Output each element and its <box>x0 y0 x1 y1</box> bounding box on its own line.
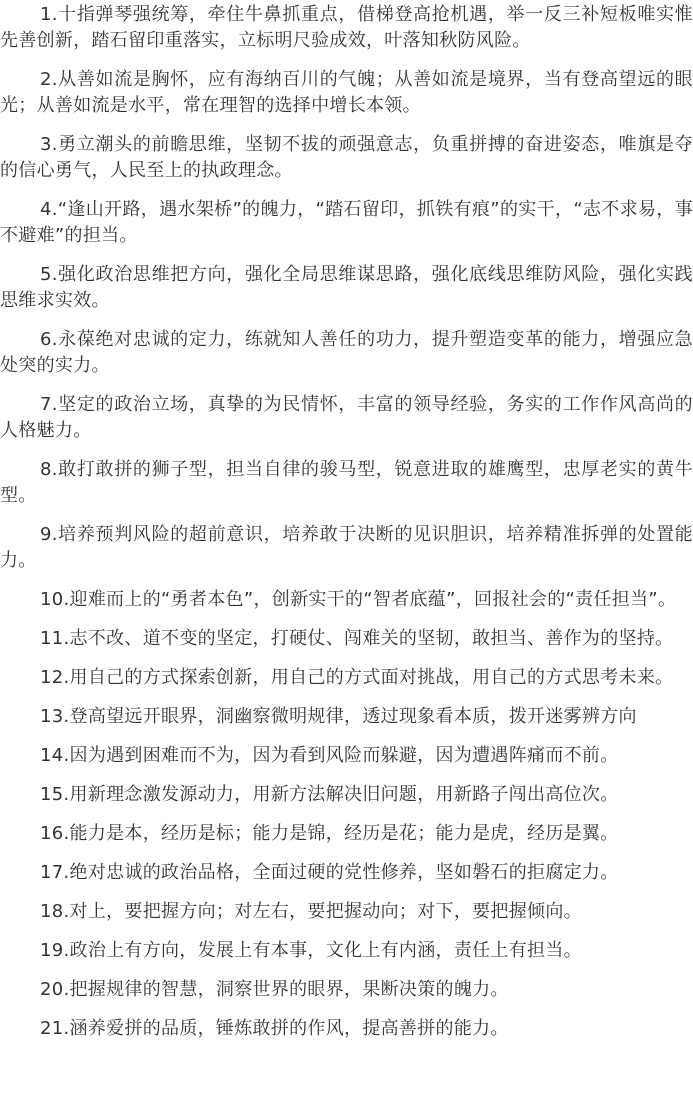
paragraph-2: 2.从善如流是胸怀，应有海纳百川的气魄；从善如流是境界，当有登高望远的眼光；从善如流是水平，常在理智的选择中增长本领。 <box>0 69 693 116</box>
paragraph-18: 18.对上，要把握方向；对左右，要把握动向；对下，要把握倾向。 <box>40 901 582 922</box>
paragraph-19: 19.政治上有方向，发展上有本事，文化上有内涵，责任上有担当。 <box>40 940 582 961</box>
paragraph-5: 5.强化政治思维把方向，强化全局思维谋思路，强化底线思维防风险，强化实践思维求实效。 <box>0 264 693 311</box>
paragraph-17: 17.绝对忠诚的政治品格，全面过硬的党性修养，坚如磐石的拒腐定力。 <box>40 862 619 883</box>
paragraph-14: 14.因为遇到困难而不为，因为看到风险而躲避，因为遭遇阵痛而不前。 <box>40 745 619 766</box>
paragraph-16: 16.能力是本，经历是标；能力是锦，经历是花；能力是虎，经历是翼。 <box>40 823 619 844</box>
paragraph-21: 21.涵养爱拼的品质，锤炼敢拼的作风，提高善拼的能力。 <box>40 1018 509 1039</box>
paragraph-13: 13.登高望远开眼界，洞幽察微明规律，透过现象看本质，拨开迷雾辨方向 <box>40 706 637 727</box>
paragraph-1: 1.十指弹琴强统筹，牵住牛鼻抓重点，借梯登高抢机遇，举一反三补短板唯实惟先善创新，踏石留印重落实，立标明尺验成效，叶落知秋防风险。 <box>0 4 693 51</box>
paragraph-9: 9.培养预判风险的超前意识，培养敢于决断的见识胆识，培养精准拆弹的处置能力。 <box>0 524 693 571</box>
paragraph-12: 12.用自己的方式探索创新，用自己的方式面对挑战，用自己的方式思考未来。 <box>40 667 674 688</box>
paragraph-4: 4.“逢山开路，遇水架桥”的魄力，“踏石留印，抓铁有痕”的实干，“志不求易，事不避难”的担当。 <box>0 199 693 246</box>
paragraph-15: 15.用新理念激发源动力，用新方法解决旧问题，用新路子闯出高位次。 <box>40 784 619 805</box>
paragraph-3: 3.勇立潮头的前瞻思维，坚韧不拔的顽强意志，负重拼搏的奋进姿态，唯旗是夺的信心勇气，人民至上的执政理念。 <box>0 134 693 181</box>
paragraph-8: 8.敢打敢拼的狮子型，担当自律的骏马型，锐意进取的雄鹰型，忠厚老实的黄牛型。 <box>0 459 693 506</box>
paragraph-11: 11.志不改、道不变的坚定，打硬仗、闯难关的坚韧，敢担当、善作为的坚持。 <box>40 628 674 649</box>
paragraph-7: 7.坚定的政治立场，真挚的为民情怀，丰富的领导经验，务实的工作作风高尚的人格魅力。 <box>0 394 693 441</box>
paragraph-20: 20.把握规律的智慧，洞察世界的眼界，果断决策的魄力。 <box>40 979 509 1000</box>
paragraph-10: 10.迎难而上的“勇者本色”，创新实干的“智者底蕴”，回报社会的“责任担当”。 <box>40 589 677 610</box>
paragraph-6: 6.永葆绝对忠诚的定力，练就知人善任的功力，提升塑造变革的能力，增强应急处突的实力。 <box>0 329 693 376</box>
